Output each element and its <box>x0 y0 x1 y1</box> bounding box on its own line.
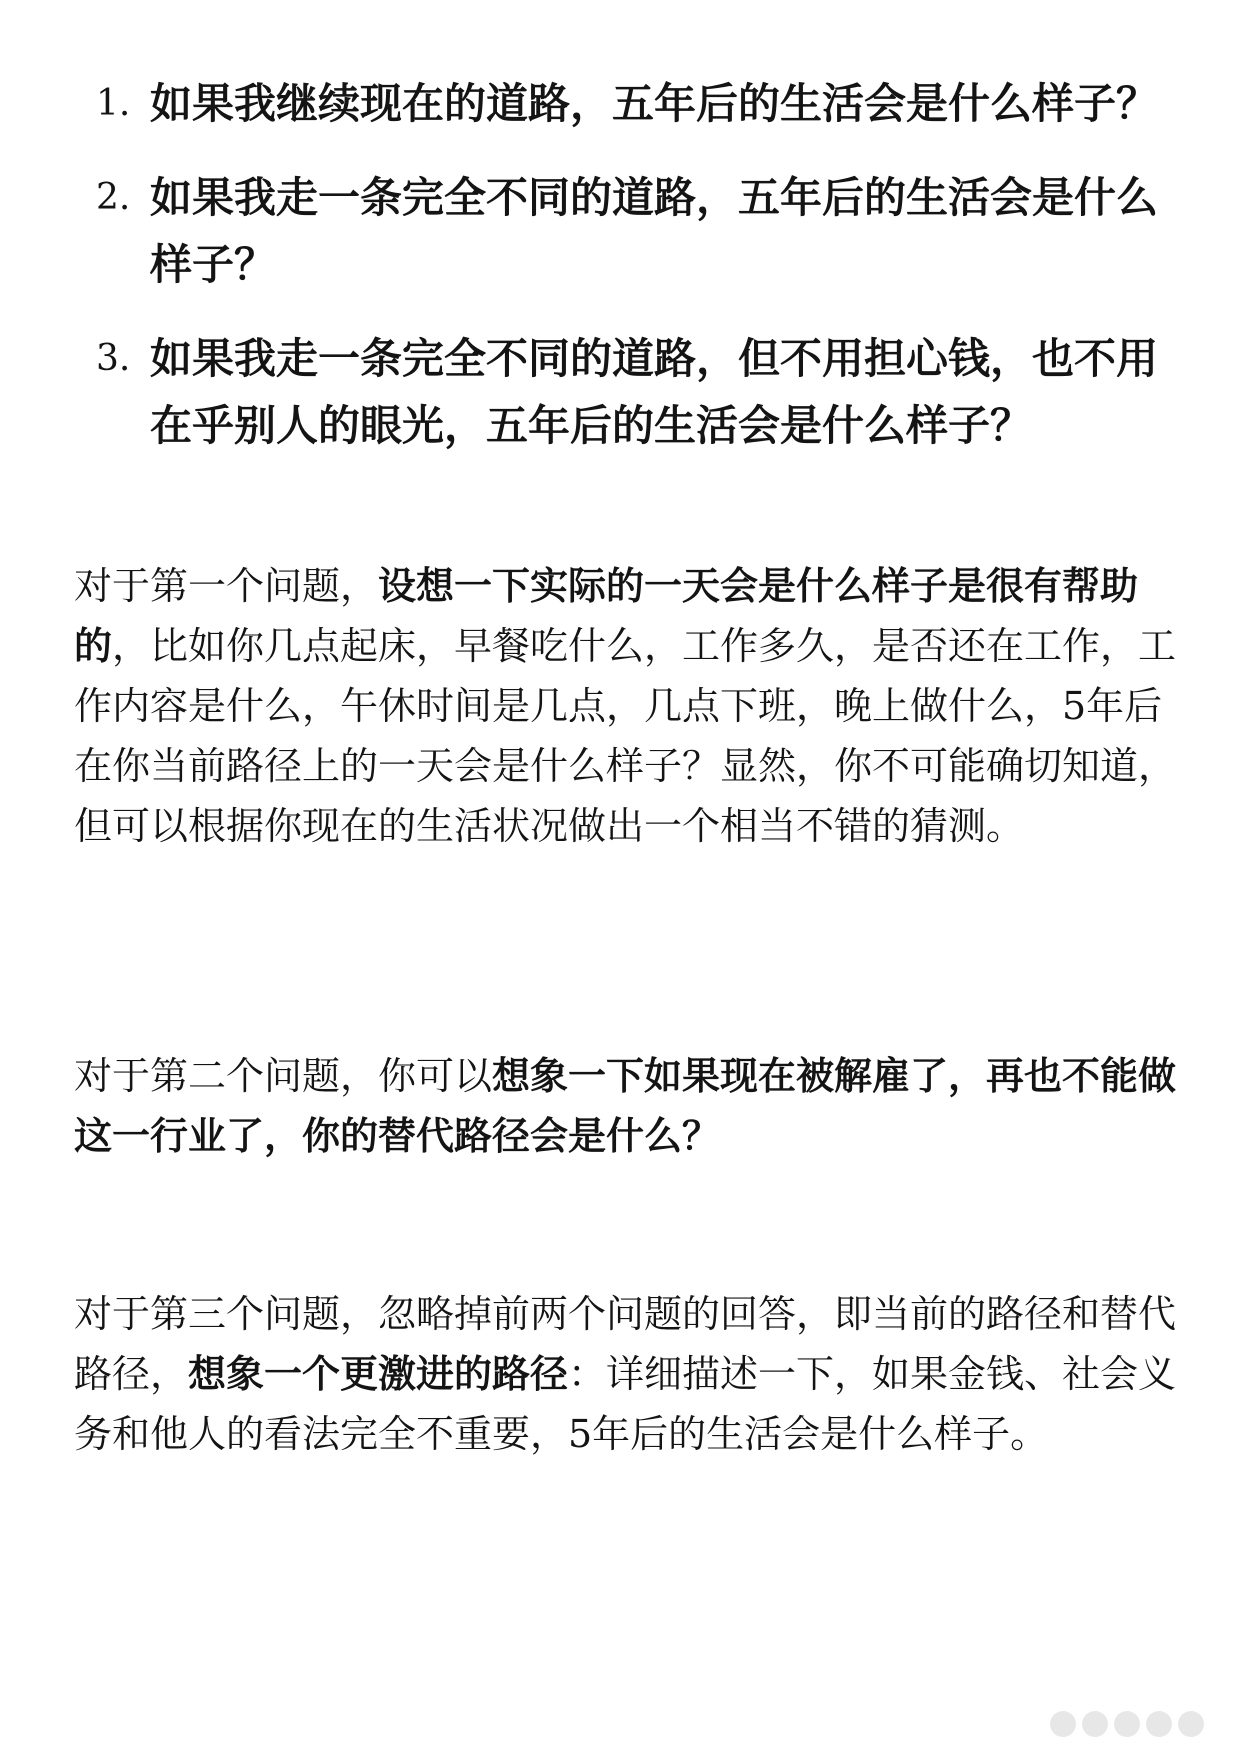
paragraph-first-question <box>74 556 1184 856</box>
paragraph-emphasis: 设想一下实际的一天会是什么样子是很有帮助的 <box>74 563 1139 668</box>
question-list <box>0 70 1242 486</box>
watermark-dots <box>1050 1711 1204 1737</box>
paragraph-second-question <box>74 1046 1184 1166</box>
question-number: 1. <box>96 83 131 124</box>
paragraph-body: ，比如你几点起床，早餐吃什么，工作多久，是否还在工作，工作内容是什么，午休时间是几点，几点下班，晚上做什么，5年后在你当前路径上的一天会是什么样子？显然，你不可能确切知道，但可以根据你现在的生活状况做出一个相当不错的猜测。 <box>74 624 1177 848</box>
question-number: 2. <box>96 177 131 218</box>
watermark-dot <box>1146 1711 1172 1737</box>
paragraph-emphasis: 想象一个更激进的路径 <box>188 1351 569 1396</box>
paragraph-lead: 对于第二个问题，你可以 <box>74 1054 493 1098</box>
watermark-dot <box>1178 1711 1204 1737</box>
watermark-dot <box>1114 1711 1140 1737</box>
question-item-2 <box>0 164 1242 298</box>
watermark-dot <box>1082 1711 1108 1737</box>
question-text: 如果我继续现在的道路，五年后的生活会是什么样子？ <box>150 79 1159 128</box>
question-text: 如果我走一条完全不同的道路，但不用担心钱，也不用在乎别人的眼光，五年后的生活会是什么样子？ <box>150 334 1159 450</box>
paragraph-emphasis: 想象一下如果现在被解雇了，再也不能做这一行业了，你的替代路径会是什么？ <box>74 1053 1177 1158</box>
paragraph-lead: 对于第一个问题， <box>74 564 379 608</box>
paragraph-lead: 对于第三个问题，忽略掉前两个问题的回答，即当前的路径和替代路径， <box>74 1292 1177 1396</box>
question-item-1 <box>0 70 1242 137</box>
question-number: 3. <box>96 338 131 379</box>
question-item-3 <box>0 325 1242 459</box>
question-text: 如果我走一条完全不同的道路，五年后的生活会是什么样子？ <box>150 173 1159 289</box>
paragraph-third-question <box>74 1284 1184 1464</box>
paragraph-body: ：详细描述一下，如果金钱、社会义务和他人的看法完全不重要，5年后的生活会是什么样子。 <box>74 1352 1177 1456</box>
watermark-dot <box>1050 1711 1076 1737</box>
